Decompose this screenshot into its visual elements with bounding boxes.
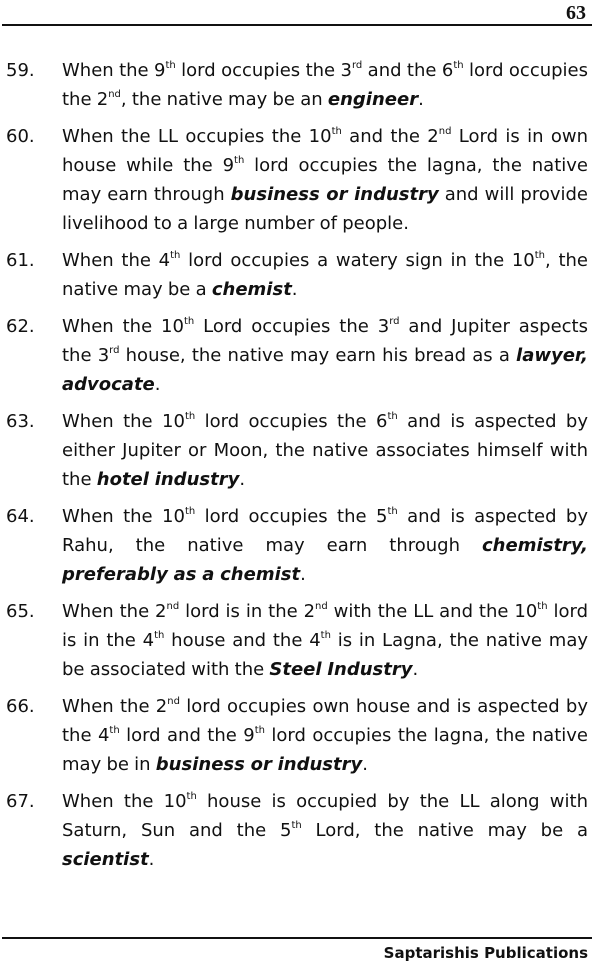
text-run: and will provide livelihood to a large number of people. [62, 184, 588, 234]
item-number: 64. [6, 506, 35, 527]
text-run: lord occupies own house and is aspected by the 4 [62, 696, 589, 746]
text-run: When the 10 [62, 506, 185, 527]
text-run: , the native may be a [62, 250, 589, 300]
item-number: 62. [6, 316, 35, 337]
item-text [62, 692, 588, 779]
text-run: with the LL and the 10 [327, 601, 538, 622]
ordinal-suffix: nd [166, 601, 180, 612]
text-run: lord occupies the 3 [175, 60, 352, 81]
ordinal-suffix: rd [389, 316, 400, 327]
item-text [62, 597, 588, 684]
ordinal-suffix: nd [108, 89, 121, 100]
text-run: When the 9 [62, 60, 166, 81]
ordinal-suffix: nd [438, 126, 452, 137]
highlighted-term: business or industry [155, 754, 363, 775]
list-item [6, 502, 588, 589]
text-run: lord is in the 4 [62, 601, 588, 651]
ordinal-suffix: th [184, 506, 196, 517]
text-run: and is aspected by either Jupiter or Moon, the native associates himself with the [62, 411, 589, 490]
item-number: 63. [6, 411, 35, 432]
text-run: When the 10 [62, 316, 184, 337]
text-run: . [412, 659, 419, 680]
text-run: and the 2 [341, 126, 439, 147]
item-number: 66. [6, 696, 35, 717]
list-item [6, 692, 588, 779]
item-number: 65. [6, 601, 35, 622]
text-run: When the 2 [62, 601, 167, 622]
text-run: lord occupies a watery sign in the 10 [180, 250, 535, 271]
text-run: . [300, 564, 306, 585]
list-item [6, 787, 588, 874]
highlighted-term: engineer [327, 89, 419, 110]
text-run: is in Lagna, the native may be associated with the [62, 630, 589, 680]
text-run: lord occupies the lagna, the native may be in [62, 725, 588, 775]
text-run: house, the native may earn his bread as a [119, 345, 517, 366]
item-text [62, 407, 588, 494]
item-number: 59. [6, 60, 35, 81]
highlighted-term: lawyer, advocate [62, 345, 588, 395]
text-run: Lord is in own house while the 9 [62, 126, 588, 176]
highlighted-term: hotel industry [96, 469, 240, 490]
ordinal-suffix: th [170, 250, 181, 261]
text-run: Lord occupies the 3 [194, 316, 390, 337]
ordinal-suffix: rd [109, 345, 120, 356]
text-run: lord occupies the 5 [195, 506, 388, 527]
text-run: When the 2 [62, 696, 168, 717]
item-text [62, 312, 588, 399]
header-rule [2, 24, 592, 26]
text-run: Lord, the native may be a [301, 820, 589, 841]
text-run: and Jupiter aspects the 3 [62, 316, 588, 366]
ordinal-suffix: th [183, 316, 195, 327]
list-item [6, 407, 588, 494]
ordinal-suffix: th [186, 791, 197, 802]
text-run: . [362, 754, 368, 775]
highlighted-term: chemistry, preferably as a chemist [62, 535, 588, 585]
ordinal-suffix: th [537, 601, 548, 612]
highlighted-term: Steel Industry [269, 659, 413, 680]
rules-list [6, 56, 588, 882]
highlighted-term: chemist [211, 279, 292, 300]
ordinal-suffix: th [254, 725, 265, 736]
ordinal-suffix: th [387, 506, 398, 517]
item-text [62, 787, 588, 874]
text-run: When the 4 [62, 250, 171, 271]
footer-rule [2, 937, 592, 939]
highlighted-term: scientist [62, 849, 149, 870]
text-run: and is aspected by Rahu, the native may earn through [62, 506, 589, 556]
text-run: . [148, 849, 155, 870]
text-run: house is occupied by the LL along with Saturn, Sun and the 5 [62, 791, 588, 841]
text-run: . [291, 279, 298, 300]
highlighted-term: business or industry [230, 184, 439, 205]
item-text [62, 56, 588, 114]
text-run: When the 10 [62, 791, 187, 812]
ordinal-suffix: rd [351, 60, 363, 71]
text-run: and the 6 [362, 60, 454, 81]
item-number: 60. [6, 126, 35, 147]
item-text [62, 122, 588, 238]
ordinal-suffix: th [154, 630, 165, 641]
ordinal-suffix: th [234, 155, 245, 166]
text-run: , the native may be an [120, 89, 328, 110]
list-item [6, 597, 588, 684]
item-number: 67. [6, 791, 35, 812]
list-item [6, 246, 588, 304]
text-run: When the LL occupies the 10 [62, 126, 332, 147]
text-run: . [239, 469, 246, 490]
ordinal-suffix: th [184, 411, 196, 422]
ordinal-suffix: th [165, 60, 176, 71]
page-number: 63 [566, 2, 586, 24]
ordinal-suffix: th [291, 820, 302, 831]
text-run: lord occupies the lagna, the native may earn through [62, 155, 588, 205]
ordinal-suffix: th [109, 725, 120, 736]
text-run: lord is in the 2 [179, 601, 316, 622]
ordinal-suffix: th [387, 411, 398, 422]
ordinal-suffix: th [320, 630, 331, 641]
ordinal-suffix: th [331, 126, 342, 137]
text-run: lord occupies the 2 [62, 60, 589, 110]
ordinal-suffix: th [534, 250, 546, 261]
ordinal-suffix: th [453, 60, 464, 71]
text-run: . [418, 89, 424, 110]
ordinal-suffix: nd [315, 601, 328, 612]
text-run: house and the 4 [164, 630, 321, 651]
item-text [62, 502, 588, 589]
list-item [6, 56, 588, 114]
text-run: . [154, 374, 161, 395]
ordinal-suffix: nd [167, 696, 180, 707]
item-text [62, 246, 588, 304]
text-run: When the 10 [62, 411, 185, 432]
item-number: 61. [6, 250, 35, 271]
text-run: lord occupies the 6 [195, 411, 388, 432]
publisher-footer: Saptarishis Publications [383, 944, 588, 962]
text-run: lord and the 9 [119, 725, 255, 746]
list-item [6, 122, 588, 238]
list-item [6, 312, 588, 399]
